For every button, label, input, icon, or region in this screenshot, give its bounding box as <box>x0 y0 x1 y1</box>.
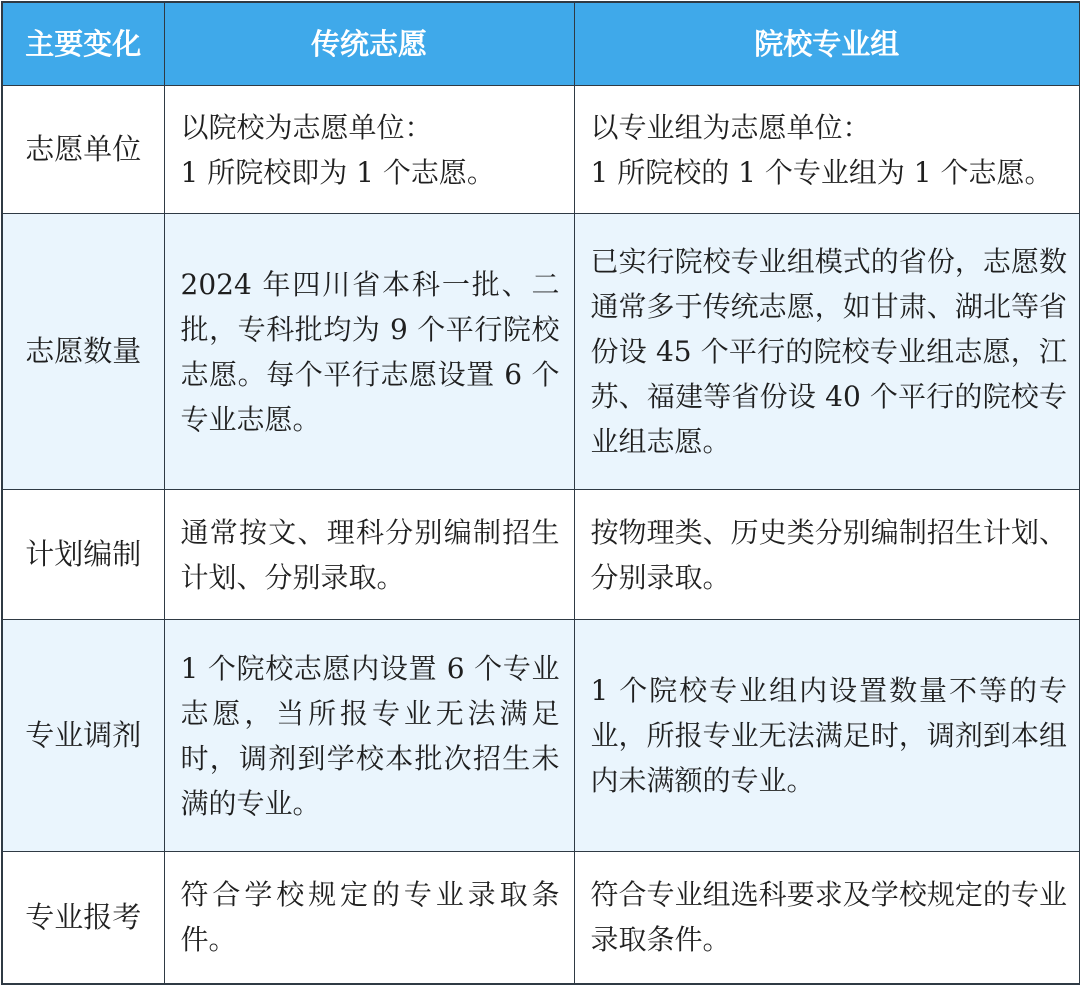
table-row <box>2 86 1080 214</box>
traditional-cell: 符合学校规定的专业录取条件。 <box>164 852 574 984</box>
group-cell: 已实行院校专业组模式的省份，志愿数通常多于传统志愿，如甘肃、湖北等省份设 45 个平行的院校专业组志愿，江苏、福建等省份设 40 个平行的院校专业组志愿。 <box>574 214 1080 490</box>
cell-line: 以专业组为志愿单位： <box>590 110 871 144</box>
traditional-cell: 2024 年四川省本科一批、二批，专科批均为 9 个平行院校志愿。每个平行志愿设置 6 个专业志愿。 <box>164 214 574 490</box>
table-row <box>2 620 1080 852</box>
group-cell: 1 个院校专业组内设置数量不等的专业，所报专业无法满足时，调剂到本组内未满额的专业。 <box>574 620 1080 852</box>
cell-line: 1 所院校即为 1 个志愿。 <box>180 155 495 189</box>
row-label: 计划编制 <box>2 490 164 620</box>
group-cell: 按物理类、历史类分别编制招生计划、分别录取。 <box>574 490 1080 620</box>
table-row <box>2 490 1080 620</box>
row-label: 志愿单位 <box>2 86 164 214</box>
comparison-table <box>1 1 1080 985</box>
group-cell <box>574 86 1080 214</box>
cell-line: 1 所院校的 1 个专业组为 1 个志愿。 <box>590 155 1053 189</box>
cell-line: 以院校为志愿单位： <box>180 110 433 144</box>
row-label: 专业报考 <box>2 852 164 984</box>
header-row <box>2 2 1080 86</box>
header-school-major-group: 院校专业组 <box>574 2 1080 86</box>
header-main-change: 主要变化 <box>2 2 164 86</box>
traditional-cell: 1 个院校志愿内设置 6 个专业志愿，当所报专业无法满足时，调剂到学校本批次招生未满的专业。 <box>164 620 574 852</box>
group-cell: 符合专业组选科要求及学校规定的专业录取条件。 <box>574 852 1080 984</box>
row-label: 志愿数量 <box>2 214 164 490</box>
table-row <box>2 214 1080 490</box>
header-traditional: 传统志愿 <box>164 2 574 86</box>
table-row <box>2 852 1080 984</box>
traditional-cell <box>164 86 574 214</box>
traditional-cell: 通常按文、理科分别编制招生计划、分别录取。 <box>164 490 574 620</box>
row-label: 专业调剂 <box>2 620 164 852</box>
